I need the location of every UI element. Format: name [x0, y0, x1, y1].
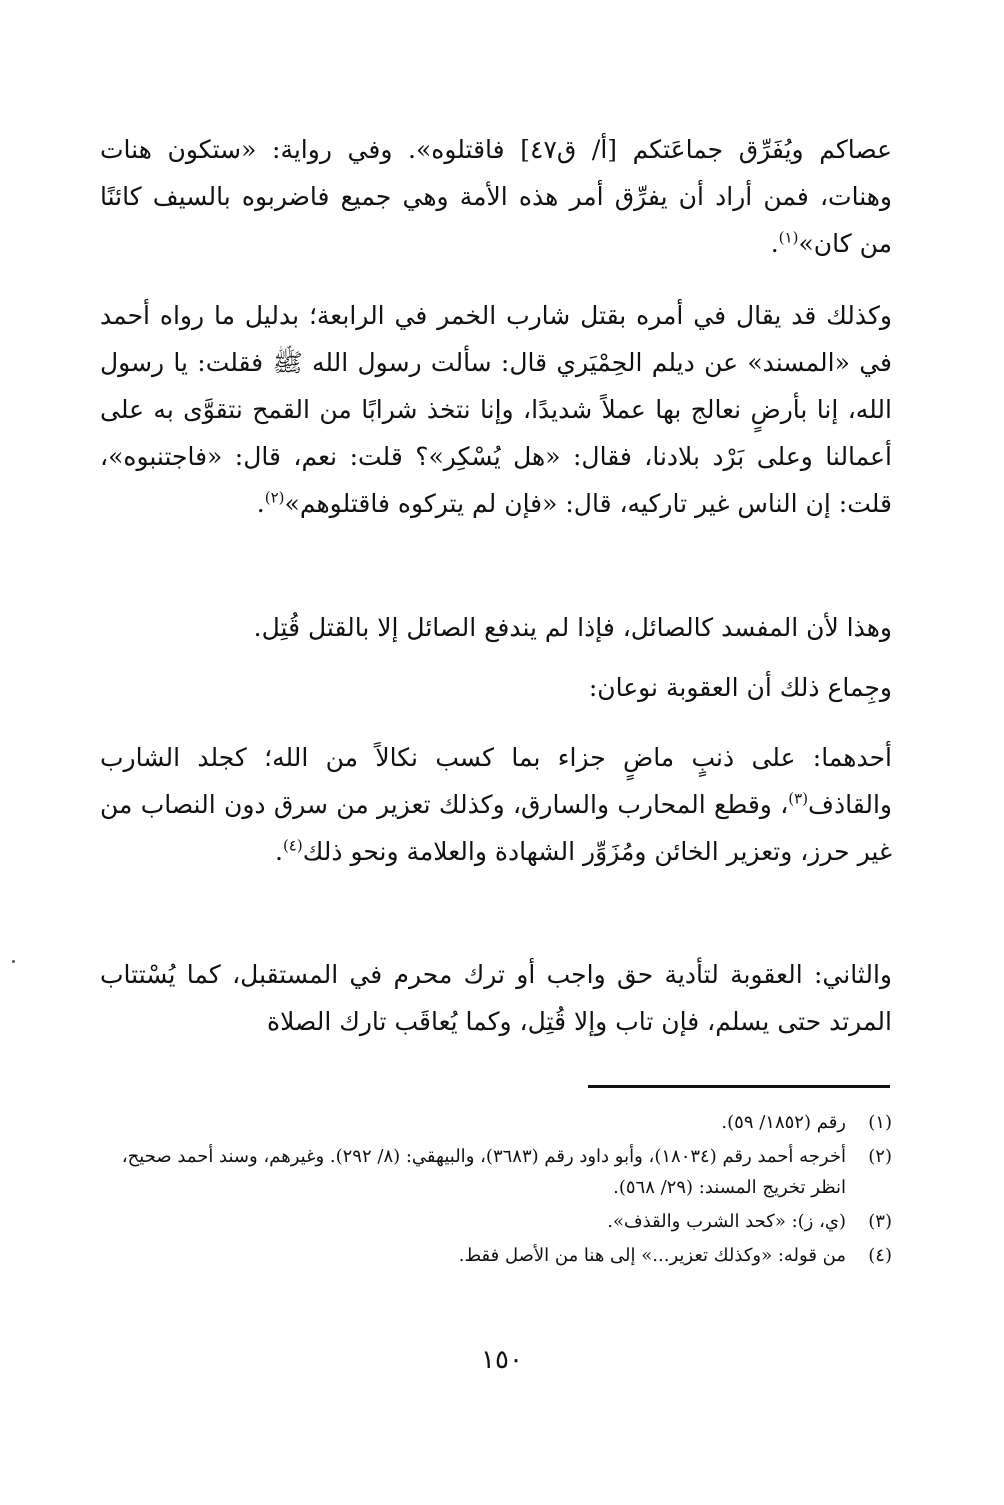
footnote-3-text: (ي، ز): «كحد الشرب والقذف». [607, 1211, 846, 1232]
footnote-separator [588, 1085, 890, 1088]
footnote-ref-2: (٢) [264, 488, 285, 507]
paragraph-1 [100, 126, 892, 267]
paragraph-2-text: وكذلك قد يقال في أمره بقتل شارب الخمر في الرابعة؛ بدليل ما رواه أحمد في «المسند» عن ديلم الحِمْيَري قال: سألت رسول الله ﷺ فقلت: يا رسول الله، إنا بأرضٍ نعالج بها عملاً شديدًا، وإنا نتخذ شرابًا من القمح نتقوَّى به على أعمالنا وعلى بَرْد بلادنا، فقال: «هل يُسْكِر»؟ قلت: نعم، قال: «فاجتنبوه»، قلت: إن الناس غير تاركيه، قال: «فإن لم يتركوه فاقتلوهم» [100, 301, 892, 518]
scan-speck [12, 960, 15, 963]
footnote-4 [100, 1240, 892, 1271]
paragraph-6: والثاني: العقوبة لتأدية حق واجب أو ترك محرم في المستقبل، كما يُسْتتاب المرتد حتى يسلم، فإن تاب وإلا قُتِل، وكما يُعاقَب تارك الصلاة [100, 960, 892, 1036]
footnote-ref-1: (١) [778, 228, 799, 247]
paragraph-2 [100, 292, 892, 527]
paragraph-5 [100, 734, 892, 875]
footnote-1-number: (١) [868, 1112, 892, 1133]
paragraph-1-end: . [770, 229, 779, 258]
paragraph-4: وجِماع ذلك أن العقوبة نوعان: [588, 673, 892, 702]
paragraph-5-text-b: ، وقطع المحارب والسارق، وكذلك تعزير من سرق دون النصاب من غير حرز، وتعزير الخائن ومُزَوِّر الشهادة والعلامة ونحو ذلك [100, 790, 892, 866]
footnote-ref-4: (٤) [282, 836, 303, 855]
paragraph-1-text: عصاكم ويُفَرِّق جماعَتكم [أ/ ق٤٧] فاقتلوه». وفي رواية: «ستكون هنات وهنات، فمن أراد أن يفرِّق أمر هذه الأمة وهي جميع فاضربوه بالسيف كائنًا من كان» [100, 135, 892, 258]
footnote-3 [100, 1206, 892, 1237]
footnote-2-number: (٢) [868, 1146, 892, 1167]
paragraph-5-text-a: أحدهما: على ذنبٍ ماضٍ جزاء بما كسب نكالاً من الله؛ كجلد الشارب والقاذف [100, 743, 892, 819]
footnote-4-text: من قوله: «وكذلك تعزير...» إلى هنا من الأصل فقط. [458, 1245, 846, 1266]
paragraph-5-end: . [274, 837, 283, 866]
footnote-2 [100, 1141, 892, 1203]
footnote-ref-3: (٣) [788, 789, 809, 808]
footnote-1 [100, 1107, 892, 1138]
footnote-2-text: أخرجه أحمد رقم (١٨٠٣٤)، وأبو داود رقم (٣٦٨٣)، والبيهقي: (٨/ ٢٩٢). وغيرهم، وسند أحمد صحيح، انظر تخريج المسند: (٢٩/ ٥٦٨). [121, 1146, 846, 1198]
paragraph-2-end: . [256, 489, 265, 518]
footnote-1-text: رقم (١٨٥٢/ ٥٩). [721, 1112, 846, 1133]
paragraph-3: وهذا لأن المفسد كالصائل، فإذا لم يندفع الصائل إلا بالقتل قُتِل. [253, 613, 892, 642]
page-number: ١٥٠ [481, 1345, 523, 1375]
footnote-4-number: (٤) [868, 1245, 892, 1266]
footnote-3-number: (٣) [868, 1211, 892, 1232]
footnotes [100, 1107, 892, 1274]
